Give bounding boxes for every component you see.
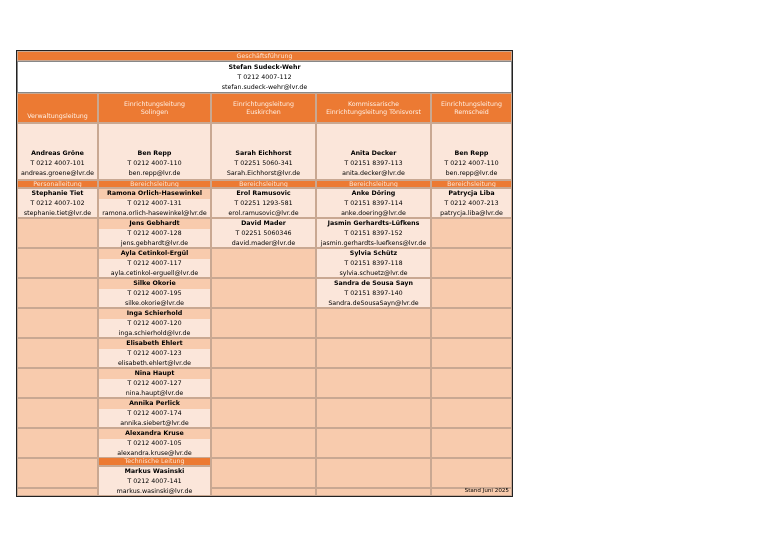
lead-phone: T 02251 5060-341 bbox=[234, 160, 293, 167]
staff-name: David Mader bbox=[241, 220, 286, 227]
staff-name: Annika Perlick bbox=[99, 399, 210, 409]
lead-name: Sarah Eichhorst bbox=[235, 150, 292, 157]
gf-phone: T 0212 4007-112 bbox=[237, 74, 292, 81]
staff-cell bbox=[431, 368, 512, 398]
staff-phone: T 0212 4007-105 bbox=[127, 440, 182, 447]
staff-cell bbox=[316, 248, 431, 278]
gf-box bbox=[17, 61, 512, 93]
staff-cell bbox=[211, 398, 316, 428]
staff-phone: T 0212 4007-120 bbox=[127, 320, 182, 327]
column-header bbox=[211, 93, 316, 123]
staff-cell bbox=[431, 188, 512, 218]
staff-cell bbox=[431, 338, 512, 368]
staff-cell bbox=[98, 308, 211, 338]
lead-person bbox=[316, 123, 431, 180]
staff-phone: T 02151 8397-152 bbox=[344, 230, 403, 237]
staff-cell bbox=[211, 368, 316, 398]
staff-cell bbox=[17, 248, 98, 278]
staff-phone: T 0212 4007-117 bbox=[127, 260, 182, 267]
staff-cell bbox=[316, 218, 431, 248]
staff-email: ayla.cetinkol-erguell@lvr.de bbox=[110, 270, 199, 277]
staff-cell bbox=[17, 368, 98, 398]
staff-cell bbox=[211, 458, 316, 488]
lead-person bbox=[17, 123, 98, 180]
column-title-line1: Einrichtungsleitung bbox=[440, 101, 503, 108]
staff-cell bbox=[17, 488, 98, 496]
stand-note: Stand Juni 2025 bbox=[464, 488, 509, 494]
lead-phone: T 0212 4007-101 bbox=[30, 160, 85, 167]
staff-cell bbox=[211, 218, 316, 248]
staff-cell bbox=[431, 248, 512, 278]
sub-label bbox=[98, 180, 211, 188]
staff-email: jens.gebhardt@lvr.de bbox=[120, 240, 189, 247]
gf-email: stefan.sudeck-wehr@lvr.de bbox=[221, 84, 308, 91]
staff-name: Erol Ramusovic bbox=[236, 190, 291, 197]
lead-email: Sarah.Eichhorst@lvr.de bbox=[226, 170, 301, 177]
staff-cell bbox=[211, 188, 316, 218]
staff-email: ramona.orlich-hasewinkel@lvr.de bbox=[102, 210, 207, 217]
lead-phone: T 0212 4007-110 bbox=[127, 160, 182, 167]
column-header bbox=[17, 93, 98, 123]
tech-phone: T 0212 4007-141 bbox=[127, 478, 182, 485]
lead-name: Anita Decker bbox=[350, 150, 397, 157]
staff-cell bbox=[316, 398, 431, 428]
staff-cell bbox=[316, 338, 431, 368]
column-title-line2: Remscheid bbox=[454, 109, 489, 116]
staff-phone: T 0212 4007-127 bbox=[127, 380, 182, 387]
sub-label bbox=[17, 180, 98, 188]
lead-phone: T 0212 4007-110 bbox=[444, 160, 499, 167]
sub-label bbox=[431, 180, 512, 188]
lead-email: ben.repp@lvr.de bbox=[128, 170, 181, 177]
staff-cell bbox=[431, 308, 512, 338]
staff-phone: T 02151 8397-118 bbox=[344, 260, 403, 267]
tech-label-text: Technische Leitung bbox=[124, 458, 185, 465]
lead-person bbox=[431, 123, 512, 180]
staff-cell bbox=[316, 458, 431, 488]
column-header bbox=[98, 93, 211, 123]
staff-phone: T 0212 4007-195 bbox=[127, 290, 182, 297]
staff-cell bbox=[17, 308, 98, 338]
column-title-line2: Euskirchen bbox=[246, 109, 281, 116]
staff-cell bbox=[316, 188, 431, 218]
staff-cell bbox=[211, 278, 316, 308]
lead-name: Ben Repp bbox=[454, 150, 489, 157]
staff-email: patrycja.liba@lvr.de bbox=[440, 210, 503, 217]
sub-label-text: Personalleitung bbox=[33, 181, 82, 188]
lead-name: Ben Repp bbox=[137, 150, 172, 157]
staff-phone: T 0212 4007-213 bbox=[444, 200, 499, 207]
staff-phone: T 0212 4007-131 bbox=[127, 200, 182, 207]
staff-cell bbox=[17, 458, 98, 488]
staff-cell bbox=[17, 428, 98, 458]
column-header bbox=[431, 93, 512, 123]
staff-email: Sandra.deSousaSayn@lvr.de bbox=[328, 300, 419, 307]
lead-person bbox=[98, 123, 211, 180]
lead-email: ben.repp@lvr.de bbox=[445, 170, 498, 177]
staff-email: silke.okorie@lvr.de bbox=[124, 300, 185, 307]
staff-cell bbox=[98, 218, 211, 248]
org-chart-sheet bbox=[16, 50, 513, 497]
staff-cell bbox=[17, 338, 98, 368]
staff-name: Alexandra Kruse bbox=[99, 429, 210, 439]
staff-name: Jasmin Gerhardts-Lüfkens bbox=[327, 220, 420, 227]
staff-email: erol.ramusovic@lvr.de bbox=[228, 210, 299, 217]
lead-email: anita.decker@lvr.de bbox=[342, 170, 405, 177]
staff-email: anke.doering@lvr.de bbox=[341, 210, 406, 217]
tech-person bbox=[98, 466, 211, 496]
staff-email: nina.haupt@lvr.de bbox=[125, 390, 184, 397]
staff-name: Inga Schierhold bbox=[99, 309, 210, 319]
staff-cell bbox=[98, 428, 211, 458]
staff-name: Nina Haupt bbox=[99, 369, 210, 379]
sub-label-text: Bereichsleitung bbox=[130, 181, 179, 188]
sub-label bbox=[316, 180, 431, 188]
staff-cell bbox=[17, 218, 98, 248]
column-header bbox=[316, 93, 431, 123]
staff-cell bbox=[17, 278, 98, 308]
staff-cell bbox=[211, 248, 316, 278]
staff-cell bbox=[211, 338, 316, 368]
staff-cell bbox=[211, 488, 316, 496]
staff-phone: T 02151 8397-114 bbox=[344, 200, 403, 207]
staff-name: Stephanie Tiet bbox=[31, 190, 84, 197]
gf-label: Geschäftsführung bbox=[236, 53, 293, 60]
staff-phone: T 02151 8397-140 bbox=[344, 290, 403, 297]
staff-phone: T 02251 5060346 bbox=[235, 230, 292, 237]
staff-cell bbox=[98, 248, 211, 278]
column-title-line1: Einrichtungsleitung bbox=[232, 101, 295, 108]
staff-name: Ayla Cetinkol-Ergül bbox=[99, 249, 210, 259]
staff-cell bbox=[431, 398, 512, 428]
staff-name: Patrycja Liba bbox=[448, 190, 495, 197]
staff-email: annika.siebert@lvr.de bbox=[120, 420, 189, 427]
staff-cell bbox=[316, 368, 431, 398]
staff-name: Silke Okorie bbox=[99, 279, 210, 289]
staff-phone: T 0212 4007-123 bbox=[127, 350, 182, 357]
staff-cell bbox=[17, 398, 98, 428]
column-title-line1: Kommissarische bbox=[347, 101, 400, 108]
staff-name: Ramona Orlich-Hasewinkel bbox=[99, 189, 210, 199]
staff-cell bbox=[431, 458, 512, 488]
column-title-line1: Einrichtungsleitung bbox=[123, 101, 186, 108]
staff-phone: T 02251 1293-581 bbox=[234, 200, 293, 207]
sub-label-text: Bereichsleitung bbox=[447, 181, 496, 188]
staff-name: Sylvia Schütz bbox=[349, 250, 398, 257]
staff-cell bbox=[431, 278, 512, 308]
tech-name: Markus Wasinski bbox=[124, 468, 185, 475]
staff-phone: T 0212 4007-128 bbox=[127, 230, 182, 237]
staff-phone: T 0212 4007-174 bbox=[127, 410, 182, 417]
staff-name: Elisabeth Ehlert bbox=[99, 339, 210, 349]
staff-cell bbox=[431, 428, 512, 458]
tech-label bbox=[98, 457, 211, 466]
staff-name: Anke Döring bbox=[351, 190, 396, 197]
lead-name: Andreas Gröne bbox=[31, 150, 84, 157]
staff-cell bbox=[17, 188, 98, 218]
gf-name: Stefan Sudeck-Wehr bbox=[228, 64, 301, 71]
staff-cell bbox=[98, 338, 211, 368]
staff-cell bbox=[98, 398, 211, 428]
staff-cell bbox=[431, 218, 512, 248]
column-title-line2: Einrichtungsleitung Tönisvorst bbox=[326, 109, 421, 116]
staff-email: david.mader@lvr.de bbox=[231, 240, 296, 247]
staff-email: elisabeth.ehlert@lvr.de bbox=[117, 360, 192, 367]
staff-name: Sandra de Sousa Sayn bbox=[333, 280, 413, 287]
lead-email: andreas.groene@lvr.de bbox=[20, 170, 94, 177]
staff-cell bbox=[316, 278, 431, 308]
staff-email: stephanie.tiet@lvr.de bbox=[23, 210, 92, 217]
sub-label-text: Bereichsleitung bbox=[239, 181, 288, 188]
gf-header bbox=[17, 51, 512, 61]
staff-cell bbox=[316, 428, 431, 458]
tech-email: markus.wasinski@lvr.de bbox=[116, 488, 193, 495]
sub-label bbox=[211, 180, 316, 188]
staff-cell bbox=[211, 308, 316, 338]
staff-name: Jens Gebhardt bbox=[99, 219, 210, 229]
lead-phone: T 02151 8397-113 bbox=[344, 160, 403, 167]
staff-email: jasmin.gerhardts-luefkens@lvr.de bbox=[320, 240, 427, 247]
lead-person bbox=[211, 123, 316, 180]
staff-cell bbox=[211, 428, 316, 458]
staff-email: sylvia.schuetz@lvr.de bbox=[339, 270, 408, 277]
staff-email: alexandra.kruse@lvr.de bbox=[117, 450, 192, 457]
staff-phone: T 0212 4007-102 bbox=[30, 200, 85, 207]
staff-cell bbox=[98, 368, 211, 398]
staff-cell bbox=[98, 278, 211, 308]
column-title: Verwaltungsleitung bbox=[27, 113, 88, 120]
column-title-line2: Solingen bbox=[140, 109, 169, 116]
staff-cell bbox=[316, 488, 431, 496]
staff-email: inga.schierhold@lvr.de bbox=[118, 330, 191, 337]
sub-label-text: Bereichsleitung bbox=[349, 181, 398, 188]
staff-cell bbox=[316, 308, 431, 338]
staff-cell bbox=[98, 188, 211, 218]
